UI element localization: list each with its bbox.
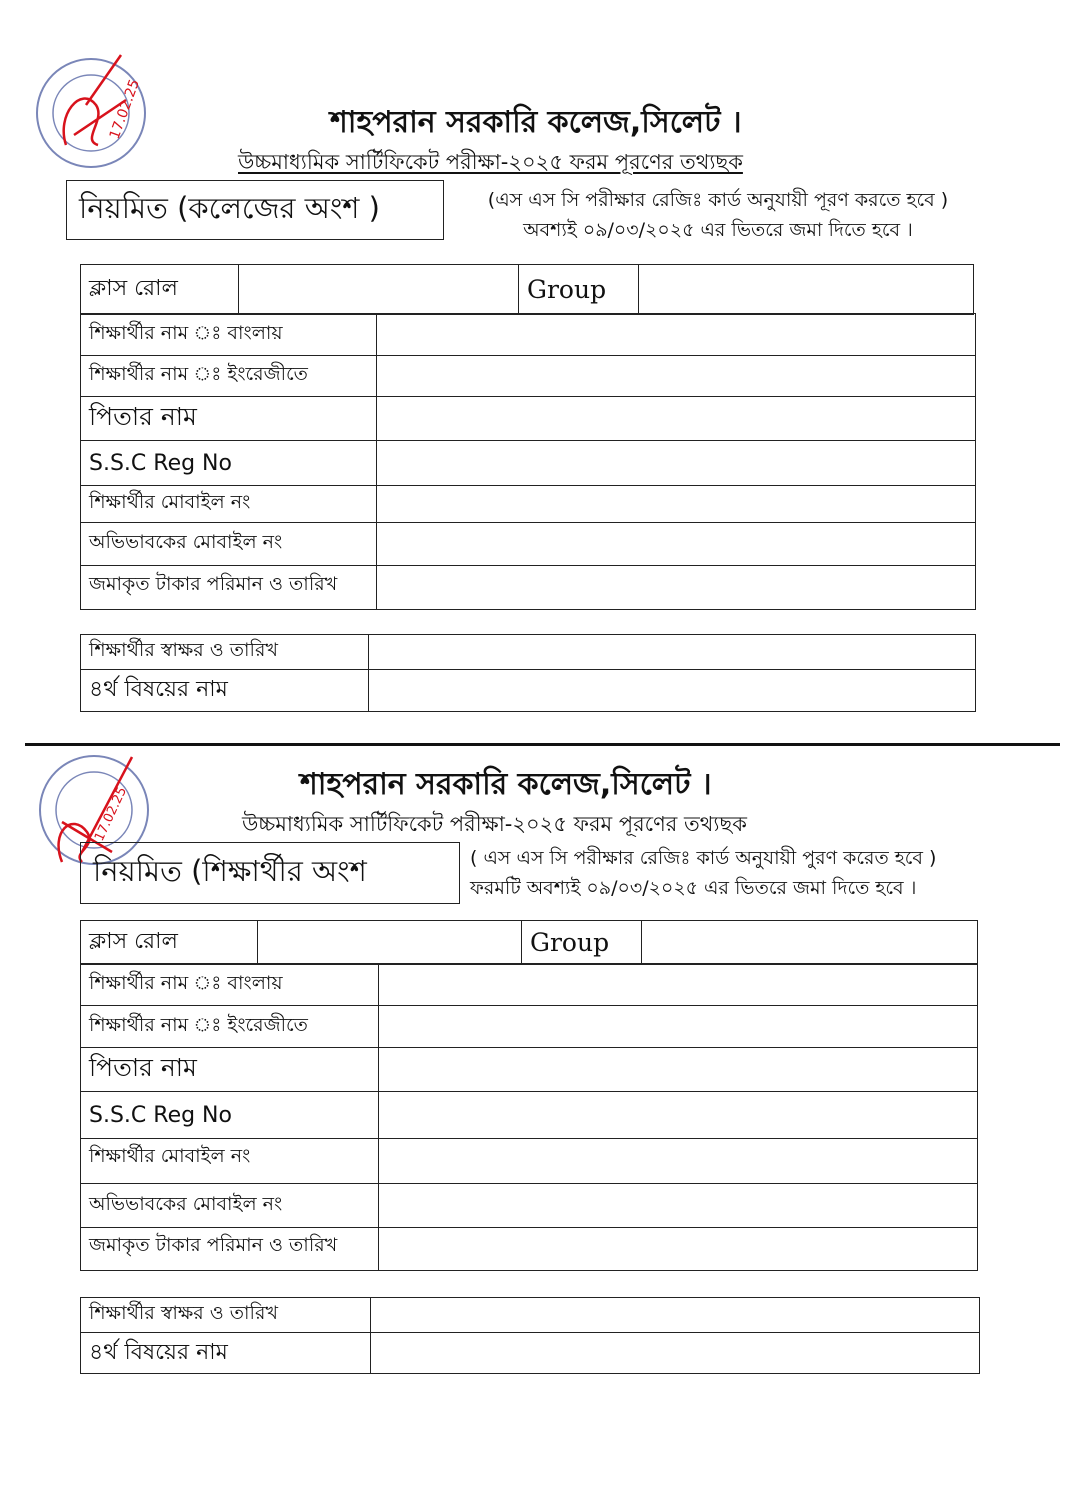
college-seal-stamp <box>26 45 156 175</box>
form-subtitle: উচ্চমাধ্যমিক সার্টিফিকেট পরীক্ষা-২০২৫ ফরম পূরণের তথ্যছক <box>242 812 747 836</box>
class-roll-label: ক্লাস রোল <box>81 265 239 315</box>
form-subtitle: উচ্চমাধ্যমিক সার্টিফিকেট পরীক্ষা-২০২৫ ফরম পূরণের তথ্যছক <box>238 150 743 174</box>
fourth-subject-label: ৪র্থ বিষয়ের নাম <box>81 1333 371 1374</box>
father-name-field[interactable] <box>379 1048 978 1092</box>
svg-text:17.02.25: 17.02.25 <box>106 77 144 142</box>
class-roll-label: ক্লাস রোল <box>81 921 258 965</box>
student-mobile-field[interactable] <box>377 486 976 523</box>
deposit-amount-date-label: জমাকৃত টাকার পরিমান ও তারিখ <box>81 566 377 610</box>
student-signature-date-field[interactable] <box>369 635 976 670</box>
father-name-label: পিতার নাম <box>81 1048 379 1092</box>
deposit-amount-date-label: জমাকৃত টাকার পরিমান ও তারিখ <box>81 1228 379 1271</box>
section-badge-college-part: নিয়মিত (কলেজের অংশ ) <box>66 180 444 240</box>
guardian-mobile-label: অভিভাবকের মোবাইল নং <box>81 523 377 566</box>
student-signature-date-label: শিক্ষার্থীর স্বাক্ষর ও তারিখ <box>81 635 369 670</box>
info-table <box>80 963 978 1271</box>
deadline-note: ফরমটি অবশ্যই ০৯/০৩/২০২৫ এর ভিতরে জমা দিতে হবে । <box>470 877 917 899</box>
ssc-reg-no-field[interactable] <box>379 1092 978 1139</box>
student-name-english-label: শিক্ষার্থীর নাম ঃ ইংরেজীতে <box>81 1006 379 1048</box>
group-field[interactable] <box>642 921 978 965</box>
instruction-note: ( এস এস সি পরীক্ষার রেজিঃ কার্ড অনুযায়ী পুরণ করেত হবে ) <box>470 847 937 869</box>
info-table-header <box>80 264 974 315</box>
fourth-subject-label: ৪র্থ বিষয়ের নাম <box>81 670 369 712</box>
student-mobile-label: শিক্ষার্থীর মোবাইল নং <box>81 1139 379 1184</box>
student-mobile-field[interactable] <box>379 1139 978 1184</box>
ssc-reg-no-label: S.S.C Reg No <box>81 441 377 486</box>
student-signature-date-label: শিক্ষার্থীর স্বাক্ষর ও তারিখ <box>81 1298 371 1333</box>
deadline-note: অবশ্যই ০৯/০৩/২০২৫ এর ভিতরে জমা দিতে হবে । <box>523 219 913 241</box>
signature-table <box>80 1297 980 1374</box>
info-table-header <box>80 920 978 965</box>
class-roll-field[interactable] <box>239 265 519 315</box>
ssc-reg-no-label: S.S.C Reg No <box>81 1092 379 1139</box>
student-name-bangla-label: শিক্ষার্থীর নাম ঃ বাংলায় <box>81 964 379 1006</box>
college-title: শাহপরান সরকারি কলেজ,সিলেট । <box>300 767 712 802</box>
signature-table <box>80 634 976 712</box>
father-name-field[interactable] <box>377 397 976 441</box>
group-label: Group <box>522 921 642 965</box>
class-roll-field[interactable] <box>258 921 522 965</box>
svg-text:17.02.25: 17.02.25 <box>92 784 131 844</box>
deposit-amount-date-field[interactable] <box>379 1228 978 1271</box>
tear-off-divider <box>25 743 1060 746</box>
father-name-label: পিতার নাম <box>81 397 377 441</box>
group-field[interactable] <box>639 265 974 315</box>
deposit-amount-date-field[interactable] <box>377 566 976 610</box>
group-label: Group <box>519 265 639 315</box>
guardian-mobile-label: অভিভাবকের মোবাইল নং <box>81 1184 379 1228</box>
fourth-subject-field[interactable] <box>369 670 976 712</box>
student-name-bangla-label: শিক্ষার্থীর নাম ঃ বাংলায় <box>81 314 377 356</box>
student-name-english-field[interactable] <box>379 1006 978 1048</box>
student-signature-date-field[interactable] <box>371 1298 980 1333</box>
student-name-bangla-field[interactable] <box>379 964 978 1006</box>
fourth-subject-field[interactable] <box>371 1333 980 1374</box>
guardian-mobile-field[interactable] <box>379 1184 978 1228</box>
instruction-note: (এস এস সি পরীক্ষার রেজিঃ কার্ড অনুযায়ী পূরণ করতে হবে ) <box>487 189 949 211</box>
student-name-english-label: শিক্ষার্থীর নাম ঃ ইংরেজীতে <box>81 356 377 397</box>
guardian-mobile-field[interactable] <box>377 523 976 566</box>
student-mobile-label: শিক্ষার্থীর মোবাইল নং <box>81 486 377 523</box>
student-name-bangla-field[interactable] <box>377 314 976 356</box>
student-name-english-field[interactable] <box>377 356 976 397</box>
section-badge-student-part: নিয়মিত (শিক্ষার্থীর অংশ <box>80 842 460 904</box>
info-table <box>80 313 976 610</box>
college-title: শাহপরান সরকারি কলেজ,সিলেট । <box>330 105 742 140</box>
ssc-reg-no-field[interactable] <box>377 441 976 486</box>
